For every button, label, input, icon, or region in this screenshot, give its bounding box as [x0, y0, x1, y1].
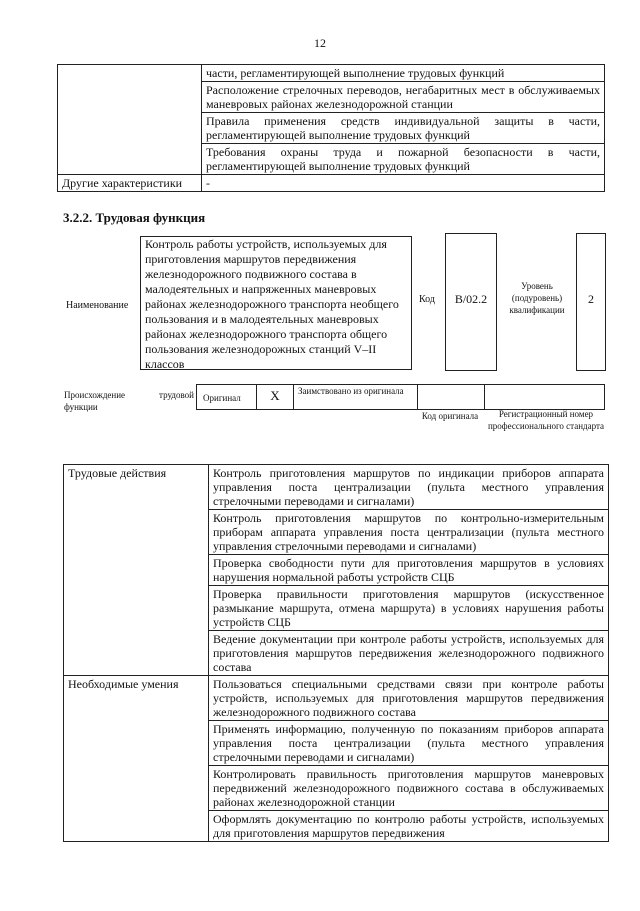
table-cell: Правила применения средств индивидуальной защиты в части, регламентирующей выполнение трудовых функций: [202, 113, 605, 144]
labor-action-item: Проверка правильности приготовления маршрутов (искусственное размыкание маршрута, отмена маршрута) в условиях нарушения работы устройств СЦБ: [209, 586, 609, 631]
registration-number-label: Регистрационный номер профессионального стандарта: [487, 409, 605, 431]
skill-item: Оформлять документацию по контролю работы устройств, используемых для приготовления маршрутов передвижения: [209, 811, 609, 842]
other-characteristics-value: -: [202, 175, 605, 192]
origin-row: [196, 384, 605, 410]
labor-action-item: Контроль приготовления маршрутов по индикации приборов аппарата управления поста централизации (пульта местного управления стрелочными переводами и сигналами): [209, 465, 609, 510]
skill-item: Пользоваться специальными средствами связи при контроле работы устройств, используемых для приготовления маршрутов передвижения железнодорожного подвижного состава: [209, 676, 609, 721]
origin-label: Происхождение трудовой функции: [64, 390, 194, 412]
characteristics-table: [57, 64, 605, 192]
borrowed-label: Заимствовано из оригинала: [294, 385, 418, 409]
original-code-cell: [418, 385, 485, 409]
other-characteristics-label: Другие характеристики: [58, 175, 202, 192]
table-row: [58, 175, 605, 192]
qualification-level-value: 2: [576, 233, 606, 371]
code-value: B/02.2: [445, 233, 497, 371]
code-label: Код: [419, 294, 435, 305]
original-code-label: Код оригинала: [421, 411, 479, 421]
labor-action-item: Контроль приготовления маршрутов по контрольно-измерительным приборам аппарата управления поста централизации (пульта местного управления стрелочными переводами и сигналами): [209, 510, 609, 555]
page-number: 12: [314, 36, 326, 50]
table-row: [58, 65, 605, 82]
original-mark: X: [257, 385, 294, 409]
section-title: 3.2.2. Трудовая функция: [63, 210, 206, 225]
function-details-table: [63, 464, 609, 842]
labor-actions-label: Трудовые действия: [64, 465, 209, 676]
table-cell: части, регламентирующей выполнение трудовых функций: [202, 65, 605, 82]
table-left-cell: [58, 65, 202, 175]
labor-action-item: Проверка свободности пути для приготовления маршрутов в условиях нарушения нормальной работы устройств СЦБ: [209, 555, 609, 586]
name-label: Наименование: [66, 300, 129, 311]
qualification-level-label: Уровень (подуровень) квалификации: [509, 281, 565, 315]
table-cell: Требования охраны труда и пожарной безопасности в части, регламентирующей выполнение трудовых функций: [202, 144, 605, 175]
table-cell: Расположение стрелочных переводов, негабаритных мест в обслуживаемых маневровых районах железнодорожной станции: [202, 82, 605, 113]
original-label: Оригинал: [197, 385, 257, 409]
table-row: [64, 676, 609, 721]
required-skills-label: Необходимые умения: [64, 676, 209, 842]
skill-item: Контролировать правильность приготовления маршрутов маневровых передвижений железнодорожного подвижного состава в обслуживаемых районах железнодорожной станции: [209, 766, 609, 811]
skill-item: Применять информацию, полученную по показаниям приборов аппарата управления поста централизации (пульта местного управления стрелочными переводами и сигналами): [209, 721, 609, 766]
function-name-box: Контроль работы устройств, используемых для приготовления маршрутов передвижения железнодорожного подвижного состава в малодеятельных и напряженных маневровых районах железнодорожного транспорта необщего пользования и в малодеятельных маневровых районах железнодорожного транспорта общего пользования железнодорожных станций V–II классов: [140, 236, 412, 370]
table-row: [64, 465, 609, 510]
registration-number-cell: [484, 385, 604, 409]
labor-action-item: Ведение документации при контроле работы устройств, используемых для приготовления маршрутов передвижения железнодорожного подвижного состава: [209, 631, 609, 676]
